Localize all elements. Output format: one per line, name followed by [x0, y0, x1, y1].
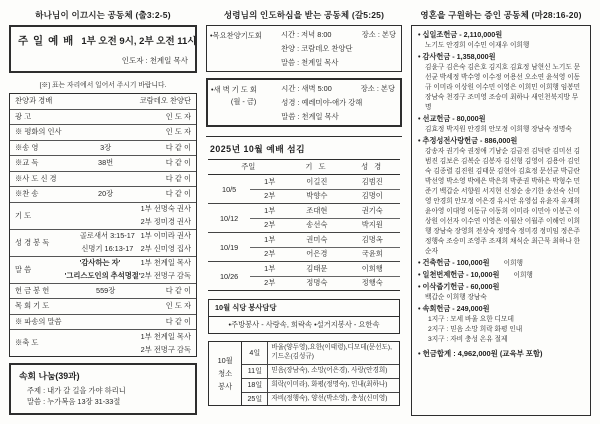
serving-row [250, 277, 400, 291]
order-line [65, 257, 191, 270]
offering-item-building [418, 258, 584, 269]
offering-names: 이희행 [503, 260, 523, 268]
order-lines [75, 230, 191, 256]
order-detail: 559장 [96, 285, 116, 295]
dawn-prayer-meeting-box [206, 78, 402, 127]
offering-names: 이희행 [513, 272, 533, 280]
order-detail: 38번 [98, 158, 114, 168]
order-of-worship-table [9, 93, 197, 357]
order-item: 성 경 봉 독 [15, 237, 50, 247]
cell-group-scripture: 말씀 : 누가복음 13장 31-33절 [27, 397, 121, 407]
district-line: 1지구 : 모세 바울 요한 디모데 [428, 315, 514, 323]
prayer-person: 김태문 [306, 263, 328, 273]
header-date: 주일 [241, 162, 256, 171]
order-row-benediction [10, 330, 196, 356]
sermon-title: '감사하는 자' [79, 258, 121, 267]
right-column-title: 영혼을 구원하는 증인 공동체 (마28:16-20) [420, 10, 582, 20]
offering-title: • 속회헌금 - 249,000원 [418, 303, 490, 313]
meeting-label [208, 80, 279, 125]
serving-date: 10/12 [219, 213, 239, 223]
order-line [65, 270, 191, 283]
order-who: 1부 천계일 목사 [140, 331, 191, 341]
meeting-time: 시간 : 새벽 5:00 [281, 84, 332, 93]
order-item: ※ 평화의 인사 [15, 127, 62, 137]
service-part: 1부 [264, 176, 276, 186]
serving-row [250, 248, 400, 262]
service-part: 1부 [264, 263, 276, 273]
left-column-title: 하나님이 이끄시는 공동체 (출3:2-5) [35, 10, 171, 20]
cleaning-label-task: 청소 [218, 368, 233, 378]
header-prayer: 기 도 [305, 162, 328, 171]
stand-notice: [※] 표는 자리에서 일어서 주시기 바랍니다. [39, 82, 167, 89]
sunday-service-line [18, 33, 197, 48]
order-line [75, 230, 191, 243]
scripture-person: 국윤희 [361, 249, 383, 259]
order-who: 인 도 자 [165, 301, 191, 311]
meeting-days: (월 - 금) [230, 97, 257, 106]
cleaning-day: 25일 [242, 393, 268, 406]
district-line: 3지구 : 자비 충성 온유 절제 [428, 335, 508, 343]
cleaning-service-table [208, 341, 400, 406]
district-line: 2지구 : 믿음 소망 희락 화평 인내 [428, 325, 523, 333]
order-who: 인 도 자 [165, 111, 191, 121]
order-detail: 신명기 16:13-17 [81, 244, 134, 253]
cleaning-label-service: 봉사 [218, 381, 233, 391]
serving-table-header [208, 160, 400, 175]
serving-row [250, 204, 400, 219]
order-row [10, 125, 196, 141]
order-who: 다 같 이 [165, 189, 191, 199]
offering-total: • 헌금합계 : 4,962,000원 (교육부 포함) [418, 348, 543, 358]
meeting-time: 시간 : 저녁 8:00 [280, 30, 332, 39]
serving-row [250, 262, 400, 277]
offering-title: • 십일조헌금 - 2,110,000원 [418, 30, 503, 39]
order-row-sermon [10, 257, 196, 284]
order-item: ※송 영 [15, 142, 39, 152]
order-who: 1부 이미라 권사 [140, 231, 191, 240]
order-who: 2부 신미영 집사 [140, 244, 191, 253]
order-item: 목 회 기 도 [15, 301, 50, 311]
cell-group-sharing-box [9, 363, 197, 415]
service-part: 2부 [264, 249, 276, 259]
serving-row [250, 219, 400, 233]
meeting-details [279, 80, 400, 125]
order-who: 다 같 이 [165, 142, 191, 152]
serving-row [250, 190, 400, 204]
meeting-bible: 성경 : 예레미야-애가 강해 [281, 98, 363, 107]
order-item: ※ 파송의 말씀 [15, 316, 62, 326]
offering-item-cell-group [418, 304, 584, 345]
dining-service-box [208, 299, 400, 334]
serving-row [250, 175, 400, 190]
scripture-person: 박지원 [361, 220, 383, 230]
cell-group-theme: 주제 : 내가 갈 길을 가야 하리니 [27, 386, 126, 395]
scripture-person: 김범진 [361, 176, 383, 186]
dining-service-title: 10월 식당 봉사담당 [209, 300, 399, 317]
serving-rows [250, 204, 400, 232]
cleaning-teams: 믿음(장남숙), 소망(어은경), 사랑(안경희) [271, 366, 388, 374]
meeting-detail-row [281, 58, 396, 68]
service-part: 2부 [264, 220, 276, 230]
offering-item-thanksgiving [418, 52, 584, 113]
offering-item-tithe [418, 30, 584, 51]
service-name: 주 일 예 배 [18, 35, 75, 47]
serving-date: 10/5 [222, 184, 237, 194]
order-row-scripture [10, 230, 196, 257]
dining-service-assignments: •주방봉사 - 사랑속, 희락속 •설거지봉사 - 요한속 [228, 320, 380, 329]
prayer-person: 이길진 [306, 176, 328, 186]
cleaning-day: 18일 [242, 379, 268, 392]
order-item: ※찬 송 [15, 189, 39, 199]
service-part: 1부 [264, 205, 276, 215]
sunday-service-box [9, 25, 197, 73]
order-row [10, 172, 196, 188]
offering-item-mission [418, 114, 584, 135]
offering-title: • 선교헌금 - 80,000원 [418, 113, 486, 123]
serving-date: 10/26 [219, 271, 239, 281]
order-detail: 3장 [100, 142, 112, 152]
order-lines [75, 330, 191, 356]
cleaning-teams: 바울(양두영),요한(이태령),디모데(문선도),기드온(김성규) [271, 344, 392, 360]
offering-title: • 감사헌금 - 1,358,000원 [418, 51, 496, 61]
service-times: 1부 오전 9시, 2부 오전 11시 [81, 36, 197, 47]
cleaning-row [242, 379, 399, 393]
order-line [75, 343, 191, 356]
offering-names: 백갑순 이희행 장남숙 [425, 293, 487, 301]
order-who: 코람데오 찬양단 [139, 96, 191, 106]
order-item: ※사 도 신 경 [15, 173, 57, 183]
cleaning-rows [242, 342, 399, 405]
meeting-name: •새 벽 기 도 회 [211, 85, 257, 94]
meeting-name: •목요찬양기도회 [210, 31, 262, 40]
order-line [75, 203, 191, 216]
header-scripture: 성 경 [361, 162, 384, 171]
order-lines [75, 203, 191, 229]
offering-title: • 추정성전사랑헌금 - 886,000원 [418, 135, 518, 145]
prayer-person: 어은경 [306, 249, 328, 259]
offering-names: 김효정 박지원 안경희 안모정 이희행 장남숙 정명숙 [425, 125, 572, 133]
serving-group [208, 233, 400, 262]
cleaning-row [242, 365, 399, 379]
order-item: ※축 도 [15, 338, 39, 347]
prayer-person: 박향수 [306, 191, 328, 201]
meeting-place: 장소 : 본당 [360, 84, 395, 93]
order-line [75, 243, 191, 256]
middle-column-title: 성령님의 인도하심을 받는 공동체 (갈5:25) [223, 10, 385, 20]
order-who: 1부 선명숙 권사 [140, 204, 191, 213]
scripture-person: 이희행 [361, 263, 383, 273]
order-who: 다 같 이 [165, 316, 191, 326]
order-item: 말 씀 [15, 264, 32, 274]
meeting-label [207, 26, 279, 71]
offering-names: 강송자 권기숙 권정애 기남순 김금전 김덕란 김미선 김범진 김보은 김복순 김봉자 김신형 김영이 김용아 김인숙 김종렬 김진원 김태문 김현아 김효정 문선균 박금란 박선영 박소영 박예은 박은희 박준권 박하은 박형수 민준기 백갑순 서향원 서지현 신정순 송기한 송선숙 신미영 안경희 안모정 어은경 유시안 유영섭 유윤자 유재희 윤아영 이대영 이동규 이동희 이미라 이민아 이봉근 이상원 이선자 이수연 이영은 이월산 이월주 이해인 이희행 장남숙 장영희 전상숙 정명숙 정미경 정미임 정은주 정행숙 조승미 조영주 조재희 채식순 최근묵 최하나 한순자 [425, 147, 581, 255]
order-row [10, 110, 196, 126]
cleaning-teams: 희락(이미라), 화평(정명숙), 인내(최하나) [271, 380, 388, 388]
order-item: 헌 금 봉 헌 [15, 285, 50, 295]
cleaning-teams: 자비(정행숙), 양선(박소영), 충성(신미영) [271, 394, 388, 402]
october-serving-title: 2025년 10월 예배 섬김 [210, 144, 306, 154]
serving-group [208, 262, 400, 290]
service-part: 2부 [264, 278, 276, 288]
order-item: ※교 독 [15, 158, 39, 168]
order-detail: 골로새서 3:15-17 [79, 231, 135, 240]
prayer-person: 조대현 [306, 205, 328, 215]
order-who: 다 같 이 [165, 173, 191, 183]
order-who: 2부 정미경 권사 [140, 217, 191, 226]
offering-item-gleaning [418, 282, 584, 303]
service-leader: 인도자 : 천계일 목사 [121, 56, 188, 65]
offerings-box [411, 25, 591, 416]
order-item: 찬양과 경배 [15, 96, 53, 106]
order-row [10, 94, 196, 110]
serving-group [208, 204, 400, 233]
prayer-person: 권미숙 [306, 234, 328, 244]
order-row [10, 284, 196, 300]
cleaning-row [242, 342, 399, 365]
thursday-praise-meeting-box [206, 25, 402, 72]
cleaning-label-month: 10월 [217, 355, 233, 365]
cleaning-day: 11일 [242, 365, 268, 378]
meeting-detail-row [281, 30, 396, 40]
order-row [10, 156, 196, 172]
offering-names: 김윤구 김은숙 김은호 김지호 김효정 남현신 노기도 문선균 박세정 박수영 이수정 어용선 오소연 윤석영 이동규 이미라 이상원 이수민 이영은 이희민 이희행 임봉민 장남숙 천경구 조미영 조승미 최하나 새인천북지방 무명 [425, 63, 581, 111]
scripture-person: 김명옥 [361, 234, 383, 244]
worship-order-column [9, 8, 197, 416]
cleaning-day: 4일 [242, 342, 268, 364]
scripture-person: 김명이 [361, 191, 383, 201]
prayer-person: 송선숙 [306, 220, 328, 230]
serving-rows [250, 233, 400, 261]
serving-row [250, 233, 400, 248]
order-row [10, 141, 196, 157]
meeting-praise: 찬양 : 코람데오 찬양단 [280, 44, 353, 53]
scripture-person: 정행숙 [361, 278, 383, 288]
cleaning-row [242, 393, 399, 406]
cleaning-label [209, 342, 242, 405]
order-who: 2부 전명구 감독 [140, 344, 191, 354]
meeting-detail-row [281, 84, 395, 94]
serving-group [208, 175, 400, 204]
order-item: 광 고 [15, 111, 32, 121]
offering-item-thousand [418, 270, 584, 281]
meeting-detail-row [281, 112, 395, 122]
order-line [75, 216, 191, 229]
order-who: 인 도 자 [165, 127, 191, 137]
scripture-person: 권기숙 [361, 205, 383, 215]
order-lines [65, 257, 191, 283]
prayer-person: 정명숙 [306, 278, 328, 288]
meeting-word: 말씀 : 천계일 목사 [281, 112, 339, 121]
offerings-column [411, 8, 591, 416]
order-who: 2부 전명구 감독 [140, 271, 191, 280]
order-line [75, 330, 191, 343]
order-row [10, 299, 196, 315]
meeting-details [279, 26, 401, 71]
order-row [10, 315, 196, 331]
order-who: 다 같 이 [165, 285, 191, 295]
service-part: 2부 [264, 191, 276, 201]
offering-title: • 일천번제헌금 - 10,000원 [418, 270, 500, 280]
service-part: 1부 [264, 234, 276, 244]
serving-rows [250, 262, 400, 290]
october-serving-table [208, 159, 400, 291]
order-item: 기 도 [15, 210, 32, 220]
section-divider [206, 136, 402, 137]
serving-date: 10/19 [219, 242, 239, 252]
cell-group-title: 속회 나눔(39과) [19, 371, 80, 381]
order-row-prayer [10, 203, 196, 230]
meeting-detail-row [281, 44, 396, 54]
offering-names: 노기도 안경희 이수민 이재우 이희행 [425, 41, 530, 49]
serving-rows [250, 175, 400, 203]
meeting-detail-row [281, 98, 395, 108]
schedule-column [206, 8, 402, 416]
offering-title: • 건축헌금 - 100,000원 [418, 258, 490, 268]
order-detail: 20장 [98, 189, 114, 199]
order-row [10, 187, 196, 203]
offering-item-sanctuary-love [418, 136, 584, 257]
sermon-title: '그리스도인의 추석명절' [64, 271, 141, 280]
meeting-word: 말씀 : 천계일 목사 [280, 58, 339, 67]
offering-title: • 이삭줍기헌금 - 60,000원 [418, 282, 500, 292]
order-who: 다 같 이 [165, 158, 191, 168]
order-who: 1부 천계일 목사 [140, 258, 191, 267]
meeting-place: 장소 : 본당 [361, 30, 396, 39]
